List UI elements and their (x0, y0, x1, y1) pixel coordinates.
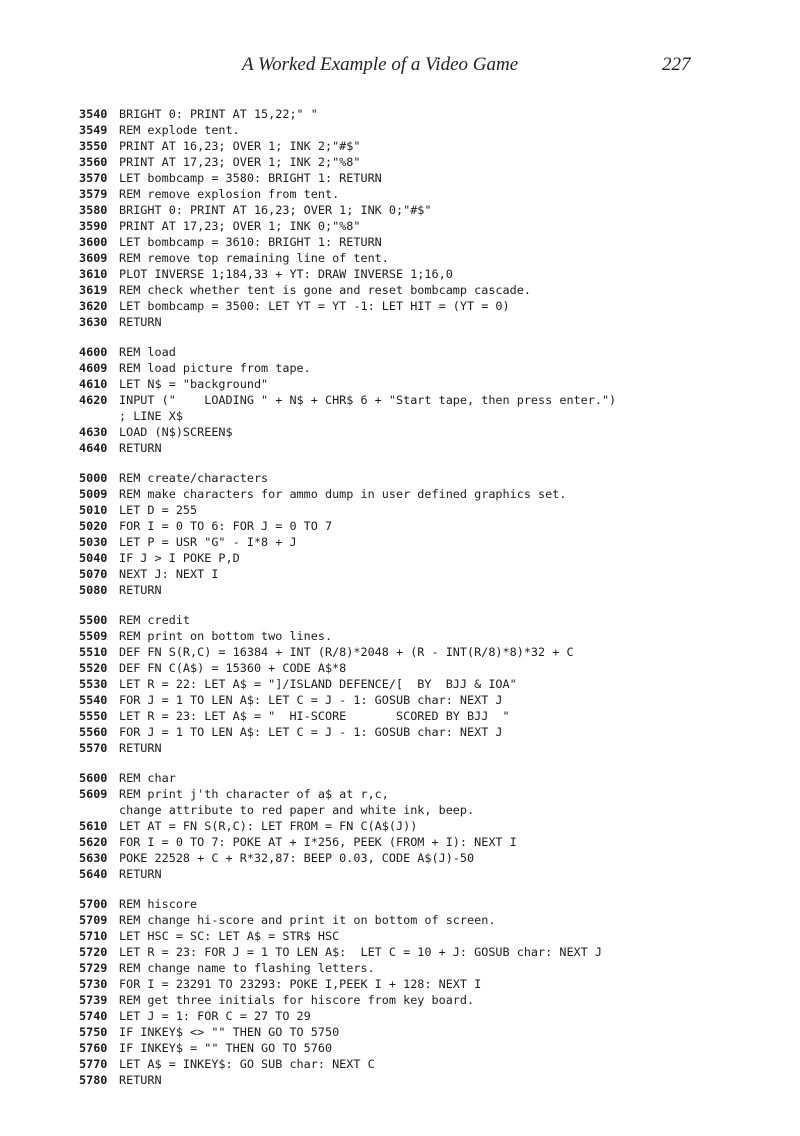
code-text: IF INKEY$ <> "" THEN GO TO 5750 (119, 1025, 340, 1039)
code-line (79, 234, 779, 250)
line-number: 3570 (79, 171, 108, 185)
line-number: 5709 (79, 913, 108, 927)
code-text: REM make characters for ammo dump in user defined graphics set. (119, 487, 567, 501)
code-text: LET HSC = SC: LET A$ = STR$ HSC (119, 929, 340, 943)
line-number: 3560 (79, 155, 108, 169)
code-text: IF INKEY$ = "" THEN GO TO 5760 (119, 1041, 333, 1055)
line-number: 5540 (79, 693, 108, 707)
line-number: 5729 (79, 961, 108, 975)
line-number: 5560 (79, 725, 108, 739)
code-line (79, 518, 779, 534)
line-number: 4610 (79, 377, 108, 391)
code-text: POKE 22528 + C + R*32,87: BEEP 0.03, CODE A$(J)-50 (119, 851, 475, 865)
code-line (79, 218, 779, 234)
code-block (79, 770, 779, 882)
line-number: 3620 (79, 299, 108, 313)
code-line (79, 692, 779, 708)
code-line (79, 1008, 779, 1024)
line-number (79, 802, 119, 818)
code-line (79, 566, 779, 582)
code-line (79, 550, 779, 566)
code-line (79, 534, 779, 550)
code-text: REM credit (119, 613, 191, 627)
code-text: INPUT (" LOADING " + N$ + CHR$ 6 + "Start tape, then press enter.") (119, 393, 617, 407)
line-number: 3600 (79, 235, 108, 249)
code-line (79, 612, 779, 628)
code-line (79, 186, 779, 202)
code-line (79, 154, 779, 170)
code-line (79, 344, 779, 360)
code-line (79, 122, 779, 138)
line-number (79, 408, 119, 424)
code-line (79, 360, 779, 376)
code-text: FOR J = 1 TO LEN A$: LET C = J - 1: GOSUB char: NEXT J (119, 693, 503, 707)
line-number: 4630 (79, 425, 108, 439)
line-number: 5730 (79, 977, 108, 991)
line-number: 5780 (79, 1073, 108, 1087)
code-text: LET bombcamp = 3580: BRIGHT 1: RETURN (119, 171, 382, 185)
line-number: 5509 (79, 629, 108, 643)
code-text: PRINT AT 17,23; OVER 1; INK 2;"%8" (119, 155, 361, 169)
code-line (79, 298, 779, 314)
code-text: FOR I = 0 TO 6: FOR J = 0 TO 7 (119, 519, 333, 533)
code-text: LET bombcamp = 3500: LET YT = YT -1: LET HIT = (YT = 0) (119, 299, 510, 313)
line-number: 4609 (79, 361, 108, 375)
code-text: change attribute to red paper and white ink, beep. (119, 803, 475, 817)
page-number: 227 (662, 54, 691, 75)
code-line (79, 628, 779, 644)
code-text: RETURN (119, 1073, 162, 1087)
code-line (79, 408, 779, 424)
code-text: REM char (119, 771, 176, 785)
code-text: LET D = 255 (119, 503, 198, 517)
line-number: 3540 (79, 107, 108, 121)
line-number: 5070 (79, 567, 108, 581)
line-number: 5739 (79, 993, 108, 1007)
code-block (79, 106, 779, 330)
block-separator (79, 598, 779, 612)
line-number: 3610 (79, 267, 108, 281)
line-number: 3609 (79, 251, 108, 265)
code-text: DEF FN S(R,C) = 16384 + INT (R/8)*2048 + (R - INT(R/8)*8)*32 + C (119, 645, 574, 659)
code-line (79, 740, 779, 756)
code-text: RETURN (119, 867, 162, 881)
line-number: 5610 (79, 819, 108, 833)
code-line (79, 250, 779, 266)
code-line (79, 282, 779, 298)
code-text: LET R = 23: LET A$ = " HI-SCORE SCORED BY BJJ " (119, 709, 510, 723)
code-line (79, 582, 779, 598)
code-text: LET R = 23: FOR J = 1 TO LEN A$: LET C = 10 + J: GOSUB char: NEXT J (119, 945, 602, 959)
code-block (79, 344, 779, 456)
code-line (79, 440, 779, 456)
line-number: 5020 (79, 519, 108, 533)
line-number: 3580 (79, 203, 108, 217)
line-number: 5080 (79, 583, 108, 597)
line-number: 5009 (79, 487, 108, 501)
line-number: 3549 (79, 123, 108, 137)
line-number: 5710 (79, 929, 108, 943)
page-header (0, 54, 800, 84)
line-number: 5040 (79, 551, 108, 565)
line-number: 5550 (79, 709, 108, 723)
line-number: 5740 (79, 1009, 108, 1023)
code-line (79, 896, 779, 912)
code-line (79, 470, 779, 486)
code-text: IF J > I POKE P,D (119, 551, 240, 565)
code-line (79, 850, 779, 866)
block-separator (79, 882, 779, 896)
code-block (79, 612, 779, 756)
line-number: 5530 (79, 677, 108, 691)
code-line (79, 314, 779, 330)
code-line (79, 976, 779, 992)
code-line (79, 106, 779, 122)
code-line (79, 818, 779, 834)
code-text: REM remove top remaining line of tent. (119, 251, 389, 265)
code-text: REM change name to flashing letters. (119, 961, 375, 975)
code-text: ; LINE X$ (119, 409, 183, 423)
code-line (79, 170, 779, 186)
code-text: PRINT AT 16,23; OVER 1; INK 2;"#$" (119, 139, 361, 153)
code-text: RETURN (119, 583, 162, 597)
code-block (79, 470, 779, 598)
code-text: LET AT = FN S(R,C): LET FROM = FN C(A$(J)) (119, 819, 418, 833)
line-number: 5609 (79, 787, 108, 801)
code-text: REM create/characters (119, 471, 269, 485)
block-separator (79, 756, 779, 770)
code-text: RETURN (119, 441, 162, 455)
code-text: PRINT AT 17,23; OVER 1; INK 0;"%8" (119, 219, 361, 233)
code-text: BRIGHT 0: PRINT AT 15,22;" " (119, 107, 318, 121)
line-number: 4640 (79, 441, 108, 455)
code-text: NEXT J: NEXT I (119, 567, 219, 581)
code-text: LET A$ = INKEY$: GO SUB char: NEXT C (119, 1057, 375, 1071)
code-line (79, 802, 779, 818)
code-line (79, 502, 779, 518)
code-text: BRIGHT 0: PRINT AT 16,23; OVER 1; INK 0;"#$" (119, 203, 432, 217)
code-line (79, 992, 779, 1008)
line-number: 5630 (79, 851, 108, 865)
code-text: REM print on bottom two lines. (119, 629, 333, 643)
line-number: 4600 (79, 345, 108, 359)
line-number: 5700 (79, 897, 108, 911)
code-text: LET J = 1: FOR C = 27 TO 29 (119, 1009, 311, 1023)
code-text: RETURN (119, 315, 162, 329)
line-number: 5520 (79, 661, 108, 675)
code-line (79, 266, 779, 282)
code-text: REM load (119, 345, 176, 359)
basic-program-listing (79, 106, 779, 1088)
code-text: REM print j'th character of a$ at r,c, (119, 787, 389, 801)
line-number: 3630 (79, 315, 108, 329)
code-line (79, 202, 779, 218)
code-text: REM change hi-score and print it on bottom of screen. (119, 913, 496, 927)
code-block (79, 896, 779, 1088)
code-line (79, 660, 779, 676)
code-line (79, 960, 779, 976)
code-line (79, 708, 779, 724)
code-line (79, 866, 779, 882)
code-line (79, 1040, 779, 1056)
code-line (79, 644, 779, 660)
code-line (79, 376, 779, 392)
code-text: REM remove explosion from tent. (119, 187, 340, 201)
line-number: 3550 (79, 139, 108, 153)
line-number: 3579 (79, 187, 108, 201)
line-number: 5720 (79, 945, 108, 959)
running-title: A Worked Example of a Video Game (242, 54, 519, 75)
code-text: REM load picture from tape. (119, 361, 311, 375)
code-text: REM get three initials for hiscore from key board. (119, 993, 475, 1007)
line-number: 5640 (79, 867, 108, 881)
code-line (79, 424, 779, 440)
code-text: REM hiscore (119, 897, 198, 911)
line-number: 5570 (79, 741, 108, 755)
line-number: 4620 (79, 393, 108, 407)
code-line (79, 944, 779, 960)
code-text: LET N$ = "background" (119, 377, 269, 391)
line-number: 5510 (79, 645, 108, 659)
code-text: LET P = USR "G" - I*8 + J (119, 535, 297, 549)
code-line (79, 138, 779, 154)
line-number: 5030 (79, 535, 108, 549)
code-line (79, 392, 779, 408)
code-line (79, 928, 779, 944)
line-number: 5500 (79, 613, 108, 627)
line-number: 3619 (79, 283, 108, 297)
code-line (79, 770, 779, 786)
code-text: FOR I = 23291 TO 23293: POKE I,PEEK I + 128: NEXT I (119, 977, 482, 991)
code-line (79, 1056, 779, 1072)
line-number: 5010 (79, 503, 108, 517)
line-number: 5750 (79, 1025, 108, 1039)
code-text: FOR I = 0 TO 7: POKE AT + I*256, PEEK (FROM + I): NEXT I (119, 835, 517, 849)
code-text: LET R = 22: LET A$ = "]/ISLAND DEFENCE/[ BY BJJ & IOA" (119, 677, 517, 691)
code-text: PLOT INVERSE 1;184,33 + YT: DRAW INVERSE 1;16,0 (119, 267, 453, 281)
line-number: 5000 (79, 471, 108, 485)
code-text: FOR J = 1 TO LEN A$: LET C = J - 1: GOSUB char: NEXT J (119, 725, 503, 739)
code-text: LOAD (N$)SCREEN$ (119, 425, 233, 439)
code-text: REM check whether tent is gone and reset bombcamp cascade. (119, 283, 531, 297)
line-number: 5620 (79, 835, 108, 849)
block-separator (79, 456, 779, 470)
line-number: 5600 (79, 771, 108, 785)
code-text: RETURN (119, 741, 162, 755)
code-line (79, 834, 779, 850)
code-line (79, 724, 779, 740)
code-line (79, 486, 779, 502)
line-number: 3590 (79, 219, 108, 233)
code-line (79, 676, 779, 692)
code-line (79, 912, 779, 928)
code-line (79, 1072, 779, 1088)
code-text: LET bombcamp = 3610: BRIGHT 1: RETURN (119, 235, 382, 249)
code-text: REM explode tent. (119, 123, 240, 137)
code-text: DEF FN C(A$) = 15360 + CODE A$*8 (119, 661, 347, 675)
line-number: 5760 (79, 1041, 108, 1055)
line-number: 5770 (79, 1057, 108, 1071)
code-line (79, 1024, 779, 1040)
block-separator (79, 330, 779, 344)
code-line (79, 786, 779, 802)
